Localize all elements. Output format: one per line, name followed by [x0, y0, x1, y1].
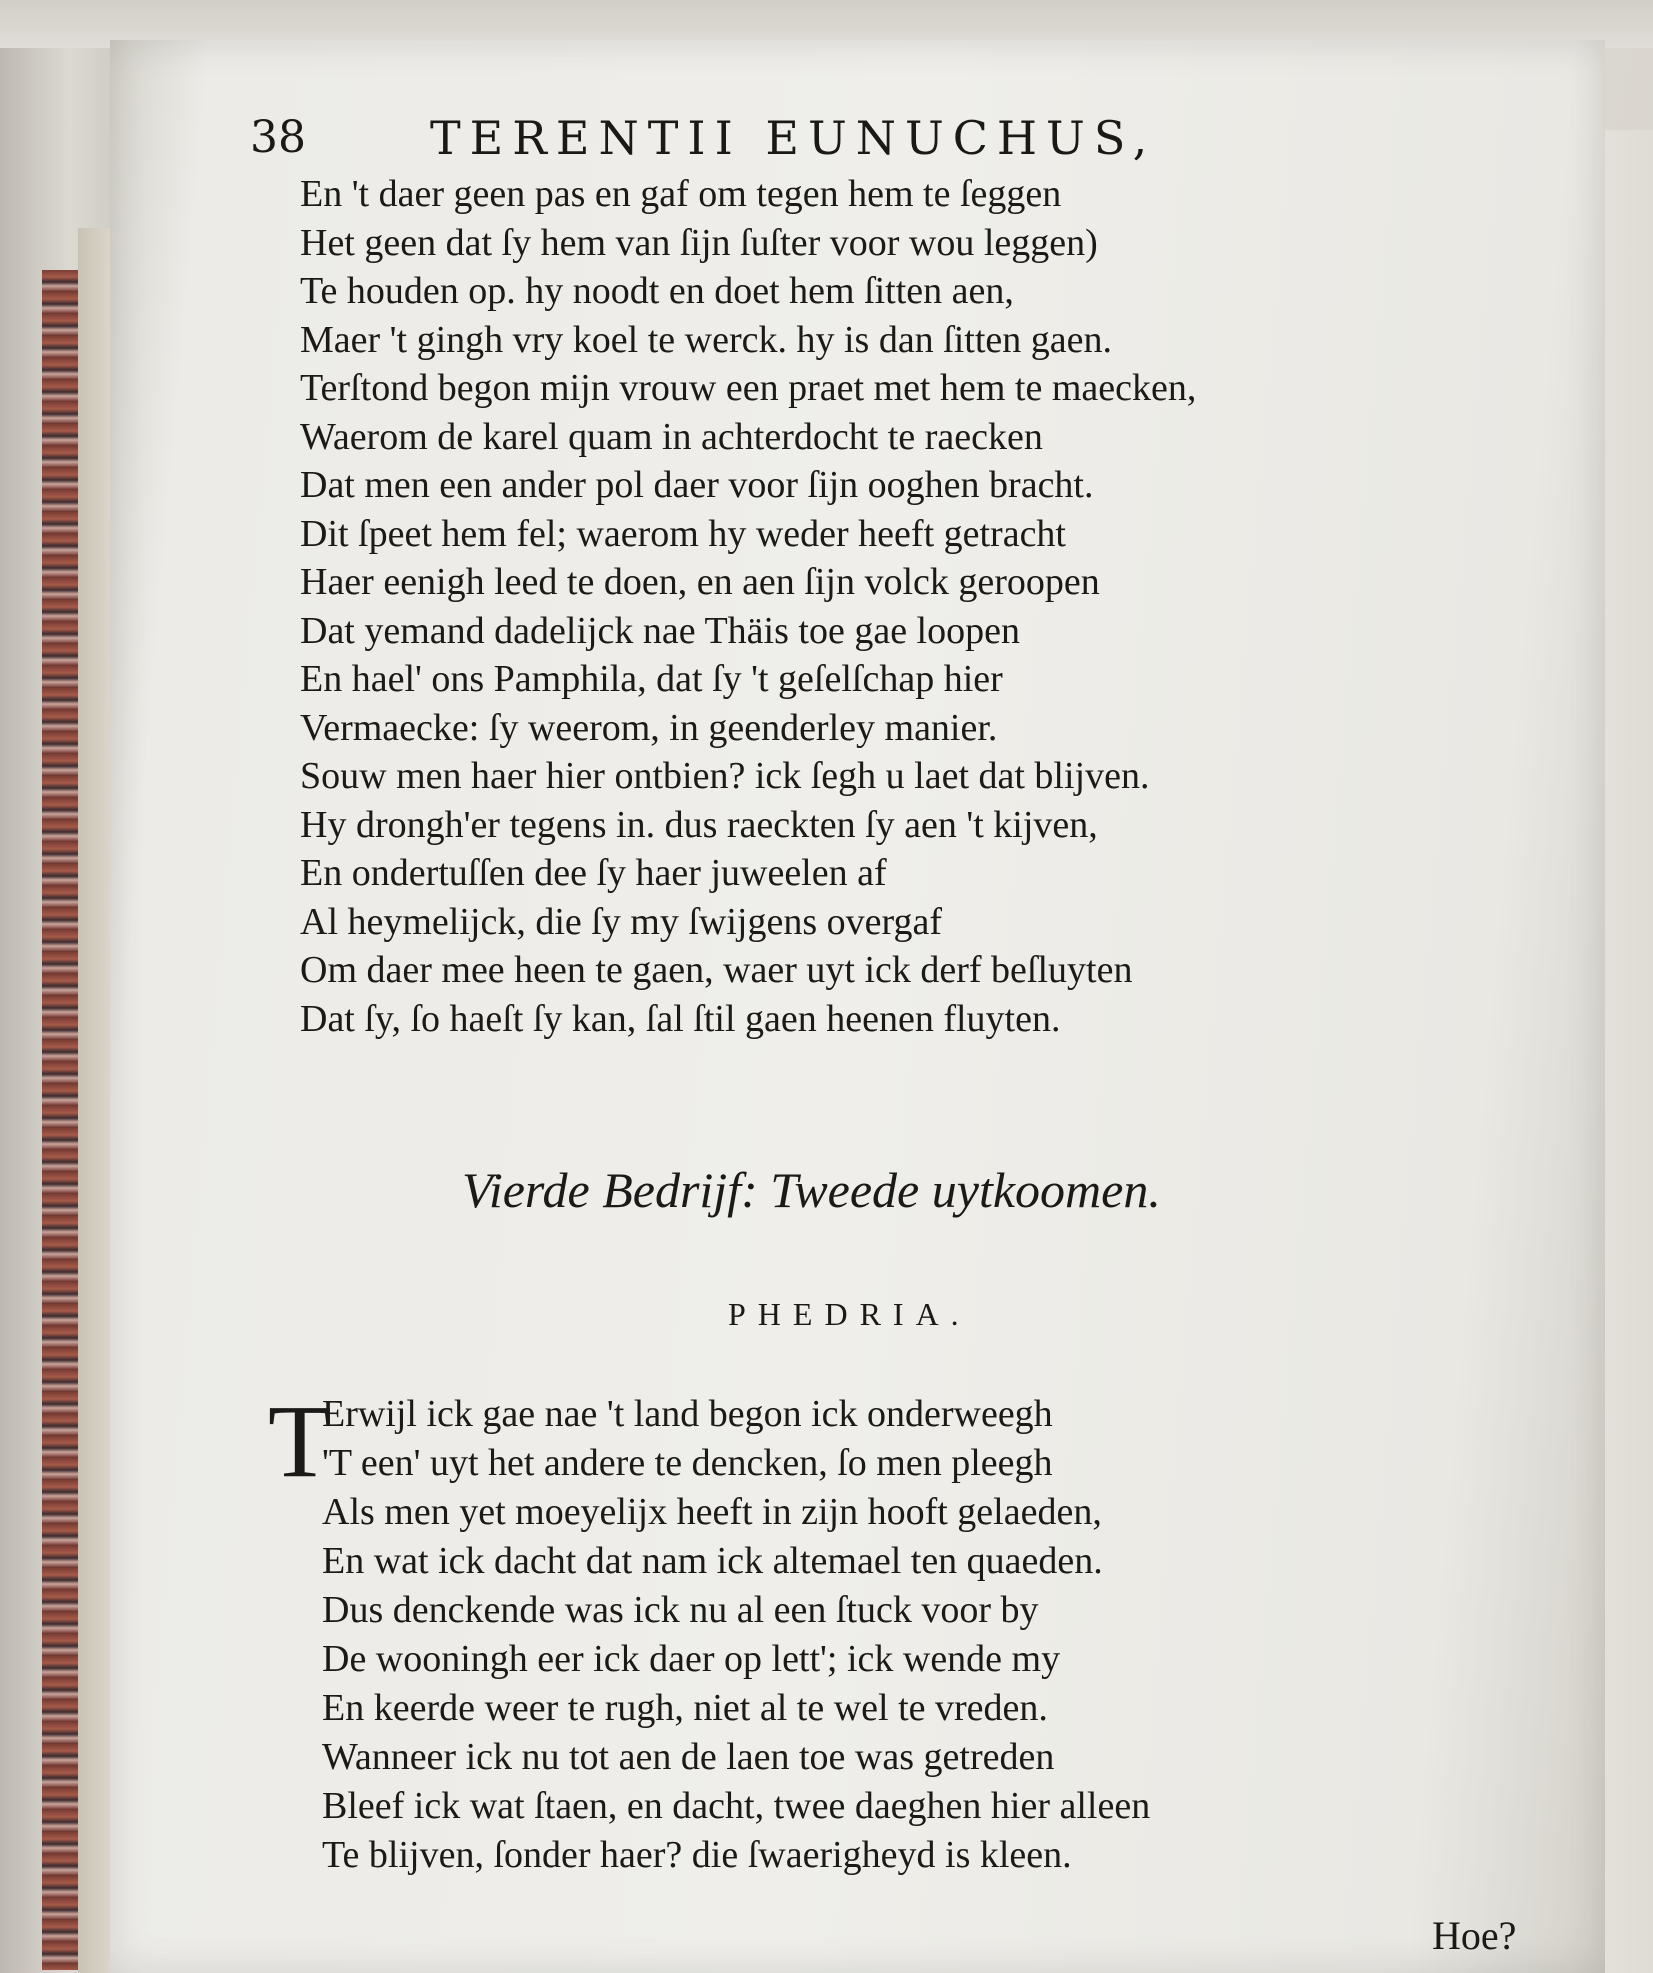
verse-line: Maer 't gingh vry koel te werck. hy is dan ſitten gaen. — [300, 318, 1113, 361]
scene-heading: Vierde Bedrijf: Tweede uytkoomen. — [462, 1162, 1161, 1218]
verse-line: En wat ick dacht dat nam ick altemael ten quaeden. — [322, 1540, 1103, 1582]
verse-line: Het geen dat ſy hem van ſijn ſuſter voor wou leggen) — [300, 221, 1098, 264]
verse-line: Souw men haer hier ontbien? ick ſegh u laet dat blijven. — [300, 755, 1150, 797]
marbled-book-edge — [42, 270, 81, 1970]
verse-line: Te blijven, ſonder haer? die ſwaerigheyd is kleen. — [322, 1834, 1072, 1876]
verse-line: Dus denckende was ick nu al een ſtuck voor by — [322, 1589, 1039, 1631]
verse-line: Te houden op. hy noodt en doet hem ſitten aen, — [300, 270, 1014, 312]
verse-line: Om daer mee heen te gaen, waer uyt ick derf beſluyten — [300, 949, 1133, 991]
verse-line: En hael' ons Pamphila, dat ſy 't geſelſchap hier — [300, 658, 1003, 700]
verse-line: Terſtond begon mijn vrouw een praet met hem te maecken, — [300, 367, 1197, 409]
page-number: 38 — [250, 112, 306, 163]
verse-line: Haer eenigh leed te doen, en aen ſijn volck geroopen — [300, 561, 1100, 603]
page-header — [250, 98, 1360, 178]
page-block-edge — [78, 228, 114, 1973]
verse-line: Dat men een ander pol daer voor ſijn ooghen bracht. — [300, 464, 1094, 506]
verse-line: Vermaecke: ſy weerom, in geenderley manier. — [300, 706, 998, 749]
verse-line: Dat ſy, ſo haeſt ſy kan, ſal ſtil gaen heenen fluyten. — [300, 997, 1061, 1040]
verse-line: En keerde weer te rugh, niet al te wel te vreden. — [322, 1687, 1048, 1729]
verse-line: Hy drongh'er tegens in. dus raeckten ſy aen 't kijven, — [300, 803, 1098, 846]
verse-line: Al heymelijck, die ſy my ſwijgens overgaf — [300, 900, 942, 943]
verse-line: De wooningh eer ick daer op lett'; ick wende my — [322, 1638, 1061, 1680]
speaker-name: PHEDRIA. — [728, 1296, 971, 1332]
verse-line: Dit ſpeet hem fel; waerom hy weder heeft getracht — [300, 512, 1066, 555]
verse-line: Bleef ick wat ſtaen, en dacht, twee daeghen hier alleen — [322, 1785, 1151, 1827]
verse-line: En 't daer geen pas en gaf om tegen hem te ſeggen — [300, 173, 1062, 215]
verse-line: Erwijl ick gae nae 't land begon ick onderweegh — [322, 1393, 1053, 1435]
running-title: TERENTII EUNUCHUS, — [430, 111, 1157, 165]
catchword: Hoe? — [1432, 1913, 1517, 1958]
verse-line: Wanneer ick nu tot aen de laen toe was getreden — [322, 1736, 1055, 1778]
verse-block-2 — [322, 1390, 1422, 1880]
verse-line: Als men yet moeyelijx heeft in zijn hooft gelaeden, — [322, 1491, 1102, 1533]
verse-line: 'T een' uyt het andere te dencken, ſo men pleegh — [322, 1442, 1053, 1484]
drop-cap: T — [268, 1384, 332, 1499]
verse-block-1 — [300, 170, 1450, 1043]
verse-line: En ondertuſſen dee ſy haer juweelen af — [300, 852, 887, 894]
verse-line: Waerom de karel quam in achterdocht te raecken — [300, 415, 1043, 458]
verse-line: Dat yemand dadelijck nae Thäis toe gae loopen — [300, 609, 1020, 652]
